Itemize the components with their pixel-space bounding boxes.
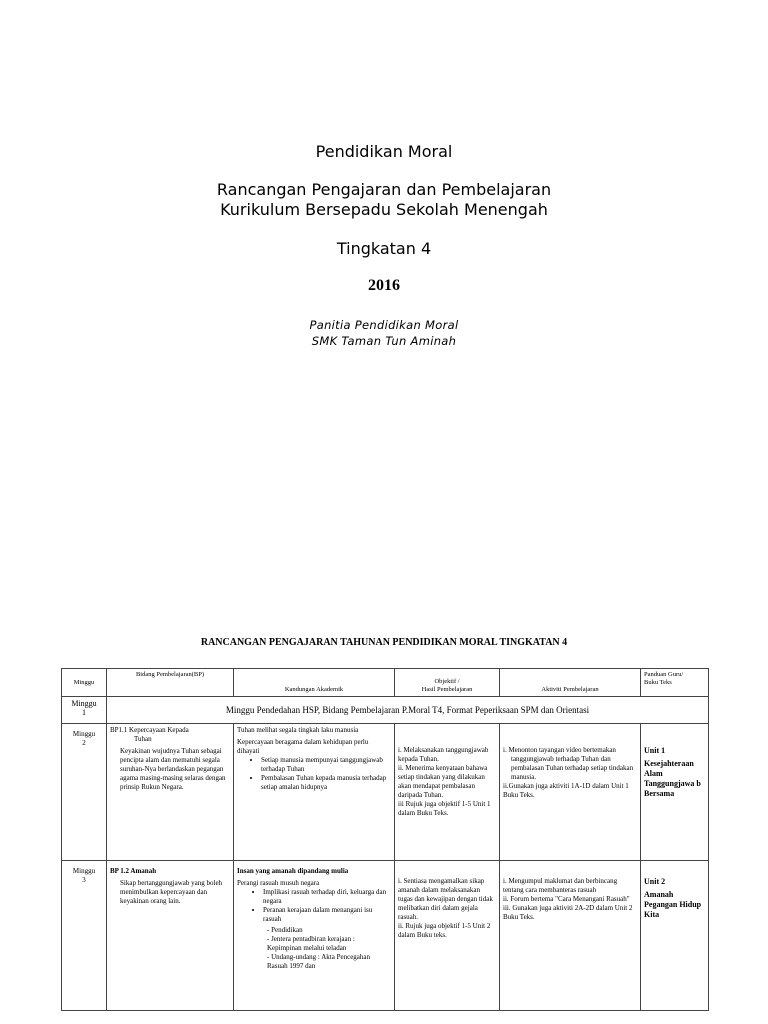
- week-label: Minggu: [71, 699, 97, 708]
- plan-heading-line2: Kurikulum Bersepadu Sekolah Menengah: [220, 200, 548, 219]
- week-cell: [62, 724, 107, 861]
- area-title-cont: Tuhan: [134, 735, 152, 743]
- week-number: 1: [82, 708, 86, 717]
- panel-name: Panitia Pendidikan Moral: [309, 318, 459, 332]
- activity-item: i. Mengumpul maklumat dan berbincang tentang cara membanteras rasuah: [503, 877, 618, 894]
- objective-item: ii. Menerima kenyataan bahawa setiap tindakan yang dilakukan akan mendapat pembalasan daripada Tuhan.: [398, 764, 488, 799]
- guide-cell: [641, 861, 709, 1011]
- objective-item: i. Melaksanakan tanggungjawab kepada Tuhan.: [398, 746, 489, 763]
- objective-cell: [395, 724, 500, 861]
- table-header-row: [62, 669, 709, 697]
- objective-item: iii Rujuk juga objektif 1-5 Unit 1 dalam Buku Teks.: [398, 800, 491, 817]
- activity-cell: [500, 861, 641, 1011]
- content-belief: Kepercayaan beragama dalam kehidupan perlu dihayati: [237, 738, 369, 755]
- content-list: [237, 888, 391, 924]
- objective-item: i. Sentiasa mengamalkan sikap amanah dalam melaksanakan tugas dan kewajipan dengan tidak melibatkan diri dalam gejala rasuah.: [398, 877, 493, 921]
- area-description: Sikap bertanggungjawab yang boleh menimbulkan kepercayaan dan keyakinan orang lain.: [120, 879, 223, 905]
- week-cell: [62, 861, 107, 1011]
- week-label: Minggu: [72, 867, 96, 875]
- content-cell: [234, 724, 395, 861]
- unit-number: Unit 2: [644, 877, 666, 886]
- week-cell: [62, 697, 107, 724]
- form-level: Tingkatan 4: [336, 239, 432, 258]
- school-name: SMK Taman Tun Aminah: [311, 334, 457, 348]
- week-label: Minggu: [72, 730, 96, 738]
- orientation-cell: Minggu Pendedahan HSP, Bidang Pembelajaran P.Moral T4, Format Peperiksaan SPM dan Orientasi: [107, 697, 709, 724]
- header-guide-line1: Panduan Guru/: [644, 671, 684, 678]
- table-row: [62, 724, 709, 861]
- header-content: Kandungan Akademik: [234, 669, 395, 697]
- header-objective: [395, 669, 500, 697]
- unit-title: Kesejahteraan Alam Tanggungjawa b Bersama: [644, 759, 701, 798]
- header-guide: [641, 669, 709, 697]
- guide-cell: [641, 724, 709, 861]
- week-number: 2: [82, 739, 86, 747]
- activity-item-cont: tanggungjawab terhadap Tuhan dan pembalasan Tuhan terhadap setiap tindakan manusia.: [511, 755, 634, 781]
- content-subpoint: - Pendidikan: [267, 926, 303, 934]
- list-item: • Setiap manusia mempunyai tanggungjawab terhadap Tuhan: [261, 756, 391, 774]
- header-area: Bidang Pembelajaran(BP): [107, 669, 234, 697]
- header-week: Minggu: [62, 669, 107, 697]
- table-row: [62, 697, 709, 724]
- objective-item: ii. Rujuk juga objektif 1-5 Unit 2 dalam Buku teks.: [398, 922, 491, 939]
- activity-item: iii. Gunakan juga aktiviti 2A-2D dalam Unit 2 Buku Teks.: [503, 904, 633, 921]
- area-title: BP1.1 Kepercayaan Kepada: [110, 726, 189, 734]
- plan-heading: [0, 180, 768, 220]
- content-cell: [234, 861, 395, 1011]
- list-item: • Peranan kerajaan dalam menangani isu rasuah: [263, 906, 391, 924]
- learning-area-cell: [107, 861, 234, 1011]
- header-objective-line1: Objektif /: [434, 678, 460, 685]
- school-info: [0, 317, 768, 349]
- unit-number: Unit 1: [644, 746, 666, 755]
- unit-title: Amanah Pegangan Hidup Kita: [644, 890, 702, 919]
- objective-cell: [395, 861, 500, 1011]
- activity-item: ii. Forum bertema "Cara Menangani Rasuah": [503, 895, 630, 903]
- area-description: Keyakinan wujudnya Tuhan sebagai pencipta alam dan mematuhi segala suruhan-Nya berlandaskan pegangan agama masing-masing selaras dengan prinsip Rukun Negara.: [120, 747, 226, 791]
- content-intro: Tuhan melihat segala tingkah laku manusia: [237, 726, 359, 734]
- header-objective-line2: Hasil Pembelajaran: [421, 686, 473, 693]
- header-activity: Aktiviti Pembelajaran: [500, 669, 641, 697]
- plan-heading-line1: Rancangan Pengajaran dan Pembelajaran: [216, 180, 552, 199]
- annual-plan-title: RANCANGAN PENGAJARAN TAHUNAN PENDIDIKAN MORAL TINGKATAN 4: [200, 637, 568, 648]
- week-number: 3: [82, 876, 86, 884]
- content-subpoint: - Jentera pentadbiran kerajaan : Kepimpinan melalui teladan: [267, 935, 355, 952]
- table-row: [62, 861, 709, 1011]
- header-guide-line2: Buku Teks: [644, 679, 672, 686]
- content-subpoint: - Undang-undang : Akta Pencegahan Rasuah 1997 dan: [267, 953, 371, 970]
- content-title: Insan yang amanah dipandang mulia: [237, 867, 349, 875]
- list-item: • Implikasi rasuah terhadap diri, keluarga dan negara: [263, 888, 391, 906]
- subject-title: Pendidikan Moral: [315, 142, 453, 161]
- learning-area-cell: [107, 724, 234, 861]
- content-list: [237, 756, 391, 792]
- activity-item: ii.Gunakan juga aktiviti 1A-1D dalam Unit 1 Buku Teks.: [503, 782, 629, 799]
- area-title: BP 1.2 Amanah: [110, 867, 157, 875]
- content-intro: Perangi rasuah musuh negara: [237, 879, 320, 887]
- activity-cell: [500, 724, 641, 861]
- annual-plan-table: [61, 668, 709, 1011]
- activity-item: i. Menonton tayangan video bertemakan: [503, 746, 616, 754]
- year-label: 2016: [368, 277, 400, 294]
- list-item: • Pembalasan Tuhan kepada manusia terhadap setiap amalan hidupnya: [261, 774, 391, 792]
